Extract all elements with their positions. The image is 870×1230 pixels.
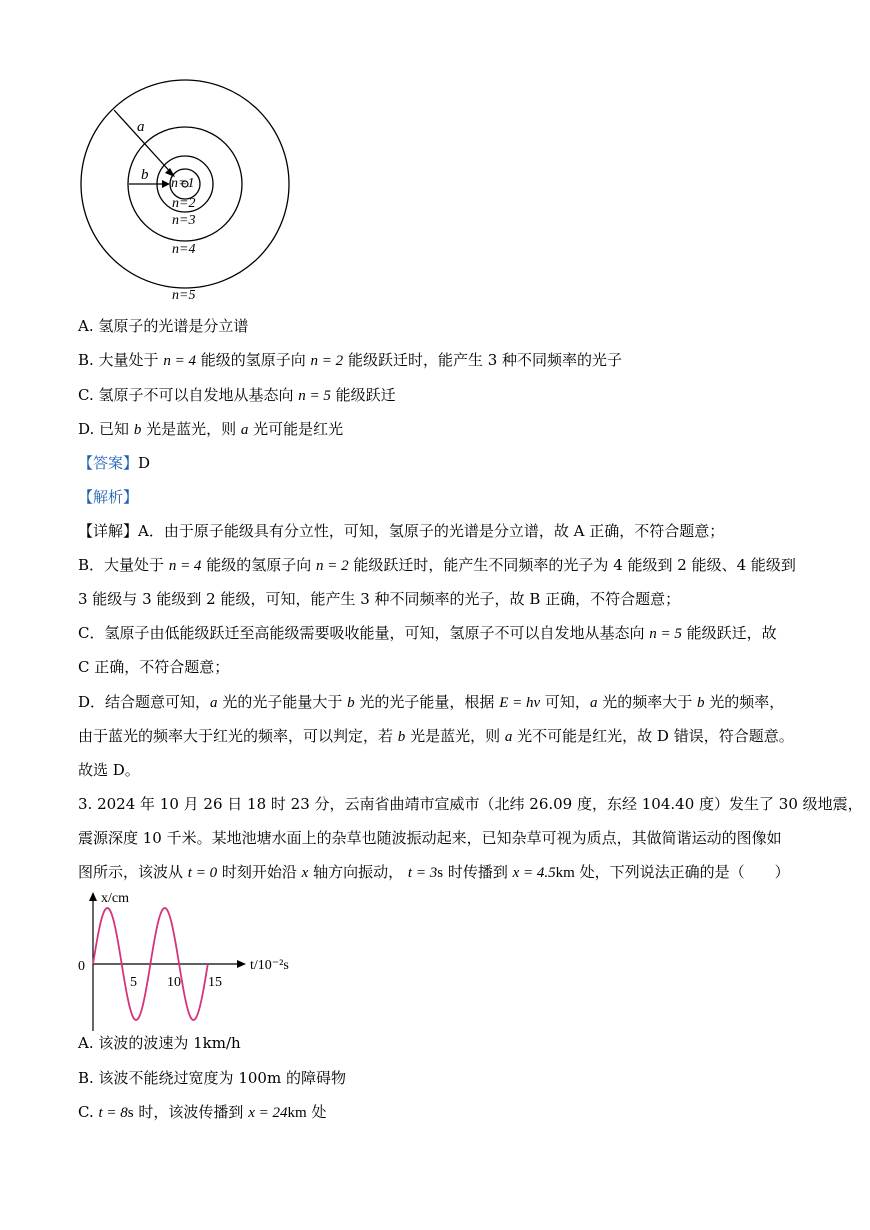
answer-value: D xyxy=(138,454,151,472)
atom-level-diagram xyxy=(78,66,308,306)
level-label-n4: n=4 xyxy=(172,242,196,257)
arrow-label-a: a xyxy=(137,119,145,135)
q3-option-b: B. 该波不能绕过宽度为 100m 的障碍物 xyxy=(78,1069,346,1087)
conclusion: 故选 D。 xyxy=(78,761,140,779)
option-d: D. 已知 b 光是蓝光，则 a 光可能是红光 xyxy=(78,420,344,438)
y-axis-label: x/cm xyxy=(101,891,129,906)
detail-b-line1: B．大量处于 n = 4 能级的氢原子向 n = 2 能级跃迁时，能产生不同频率的光子为 4 能级到 2 能级、4 能级到 xyxy=(78,556,796,574)
q3-stem-line1: 3. 2024 年 10 月 26 日 18 时 23 分，云南省曲靖市宣威市（北纬 26.09 度，东经 104.40 度）发生了 30 级地震， xyxy=(78,795,863,813)
q3-option-a: A. 该波的波速为 1km/h xyxy=(78,1034,241,1052)
q3-option-c: C. t = 8s 时，该波传播到 x = 24km 处 xyxy=(78,1103,327,1121)
answer-line xyxy=(78,453,150,473)
vibration-graph xyxy=(74,886,304,1036)
option-b: B. 大量处于 n = 4 能级的氢原子向 n = 2 能级跃迁时，能产生 3 种不同频率的光子 xyxy=(78,351,623,369)
q3-stem-line2: 震源深度 10 千米。某地池塘水面上的杂草也随波振动起来，已知杂草可视为质点，其做简谐运动的图像如 xyxy=(78,829,782,847)
x-axis-label: t/10⁻²s xyxy=(250,958,289,973)
x-tick-label: 5 xyxy=(130,975,137,990)
x-tick-label: 10 xyxy=(167,975,181,990)
analysis-line: 【解析】 xyxy=(78,488,139,506)
option-a: A. 氢原子的光谱是分立谱 xyxy=(78,317,249,335)
detail-d-line1: D．结合题意可知，a 光的光子能量大于 b 光的光子能量，根据 E = hν 可知，a 光的频率大于 b 光的频率， xyxy=(78,693,785,711)
arrow-b-head xyxy=(162,180,170,188)
x-axis-arrow xyxy=(237,960,246,968)
x-tick-labels xyxy=(130,975,222,990)
q3-stem-line3: 图所示，该波从 t = 0 时刻开始沿 x 轴方向振动， t = 3s 时传播到 x = 4.5km 处，下列说法正确的是（ ） xyxy=(78,863,790,881)
x-tick-label: 15 xyxy=(208,975,222,990)
option-c: C. 氢原子不可以自发地从基态向 n = 5 能级跃迁 xyxy=(78,386,396,404)
answer-tag: 【答案】 xyxy=(78,454,139,472)
level-label-n1: n=1 xyxy=(171,176,195,191)
detail-c-line2: C 正确，不符合题意； xyxy=(78,658,230,676)
level-label-n3: n=3 xyxy=(172,213,196,228)
level-label-n2: n=2 xyxy=(172,196,196,211)
detail-d-line2: 由于蓝光的频率大于红光的频率，可以判定，若 b 光是蓝光，则 a 光不可能是红光，故 D 错误，符合题意。 xyxy=(78,727,794,745)
arrow-label-b: b xyxy=(141,167,149,183)
detail-b-line2: 3 能级与 3 能级到 2 能级，可知，能产生 3 种不同频率的光子，故 B 正确，不符合题意； xyxy=(78,590,681,608)
origin-label: 0 xyxy=(78,959,85,974)
level-label-n5: n=5 xyxy=(172,288,196,303)
detail-a: 【详解】A．由于原子能级具有分立性，可知，氢原子的光谱是分立谱，故 A 正确，不符合题意； xyxy=(78,522,725,540)
detail-c-line1: C．氢原子由低能级跃迁至高能级需要吸收能量，可知，氢原子不可以自发地从基态向 n = 5 能级跃迁，故 xyxy=(78,624,777,642)
y-axis-arrow xyxy=(89,892,97,901)
